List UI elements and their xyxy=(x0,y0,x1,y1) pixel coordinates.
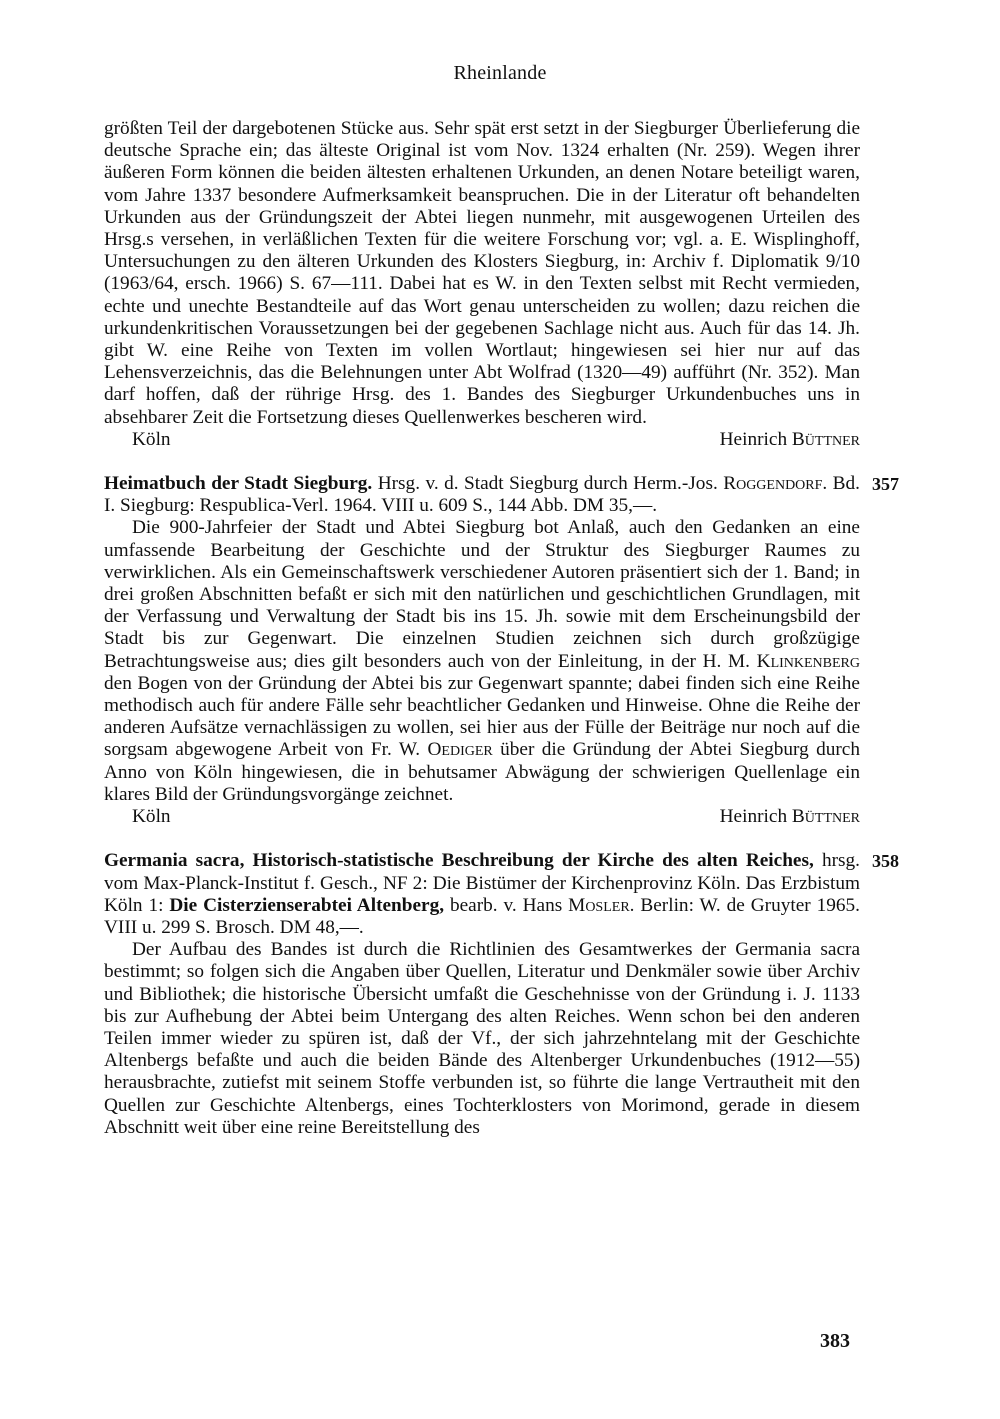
editor-name: Mosler xyxy=(568,894,630,916)
review-paragraph: Die 900-Jahrfeier der Stadt und Abtei Siegburg bot Anlaß, auch den Gedanken an eine umfassende Bearbeitung der Geschichte und der Struktur des Siegburger Raumes zu verwirklichen. Als ein Gemeinschaftswerk verschiedener Autoren präsentiert sich der 1. Band; in drei großen Abschnitten befaßt er sich mit den natürlichen und geschichtlichen Grundlagen, mit der Verfassung und Verwaltung der Stadt bis ins 15. Jh. sowie mit dem Erscheinungsbild der Stadt bis zur Gegenwart. Die einzelnen Studien zeichnen sich durch großzügige Betrachtungsweise aus; dies gilt besonders auch von der Einleitung, in der H. M. Klinkenberg den Bogen von der Gründung der Abtei bis zur Gegenwart spannte; dabei finden sich eine Reihe methodisch auch für andere Fälle sehr beachtlicher Gedanken und Hinweise. Ohne die Reihe der anderen Aufsätze vernachlässigen zu wollen, sei hier aus der Fülle der Beiträge nur noch auf die sorgsam abgewogene Arbeit von Fr. W. Oediger über die Gründung der Abtei Siegburg durch Anno von Köln hingewiesen, die in behutsamer Abwägung der schwierigen Quellenlage ein klares Bild der Gründungsvorgänge zeichnet. xyxy=(104,517,860,805)
person-name: Klinkenberg xyxy=(756,650,860,672)
entry-number: 358 xyxy=(872,851,899,872)
review-signature xyxy=(104,429,860,451)
review-paragraph: Der Aufbau des Bandes ist durch die Richtlinien des Gesamtwerkes der Germania sacra bestimmt; so folgen sich die Angaben über Quellen, Literatur und Denkmäler sowie über Archiv und Bibliothek; die historische Übersicht umfaßt die Geschehnisse von der Gründung i. J. 1133 bis zur Aufhebung der Abtei beim Untergang des alten Reiches. Wenn schon bei den anderen Teilen immer wieder zu spüren ist, daß der Vf., der sich jahrzehntelang mit der Geschichte Altenbergs befaßte und auch die beiden Bände des Altenberger Urkundenbuches (1912—55) herausbrachte, zutiefst mit seinem Stoffe verbunden ist, so führte die lange Vertrautheit mit den Quellen zur Geschichte Altenbergs, eines Tochterklosters von Morimond, gerade in diesem Abschnitt weit über eine reine Bereitstellung des xyxy=(104,939,860,1138)
entry-number: 357 xyxy=(872,474,899,495)
signature-author: Heinrich Büttner xyxy=(719,428,860,450)
person-name: Oediger xyxy=(427,739,493,761)
signature-place: Köln xyxy=(132,806,171,828)
entry-title: Heimatbuch der Stadt Siegburg. xyxy=(104,473,373,495)
review-signature xyxy=(104,806,860,828)
entry-citation: Heimatbuch der Stadt Siegburg. Hrsg. v. d. Stadt Siegburg durch Herm.-Jos. Roggendorf. Bd. I. Siegburg: Respublica-Verl. 1964. VIII u. 609 S., 144 Abb. DM 35,—. xyxy=(104,473,861,517)
signature-author: Heinrich Büttner xyxy=(719,806,860,828)
entry-citation: Germania sacra, Historisch-statistische Beschreibung der Kirche des alten Reiches, hrsg. vom Max-Planck-Institut f. Gesch., NF 2: Die Bistümer der Kirchenprovinz Köln. Das Erzbistum Köln 1: Die Cisterzienserabtei Altenberg, bearb. v. Hans Mosler. Berlin: W. de Gruyter 1965. VIII u. 299 S. Brosch. DM 48,—. xyxy=(104,850,860,938)
entry-subtitle: Die Cisterzienserabtei Altenberg, xyxy=(169,894,445,916)
entry-title: Germania sacra, Historisch-statistische Beschreibung der Kirche des alten Reiches, xyxy=(104,850,814,872)
editor-name: Roggendorf xyxy=(723,473,823,495)
running-title: Rheinlande xyxy=(453,62,547,84)
signature-place: Köln xyxy=(132,428,171,450)
bibliography-entry-358 xyxy=(104,850,899,1139)
text-column xyxy=(104,118,899,1139)
page-number: 383 xyxy=(820,1330,850,1352)
continuation-paragraph: größten Teil der dargebotenen Stücke aus. Sehr spät erst setzt in der Siegburger Überlieferung die deutsche Sprache ein; das älteste Original ist vom Nov. 1324 erhalten (Nr. 259). Wegen ihrer äußeren Form können die beiden ältesten erhaltenen Urkunden, an denen Notare beteiligt waren, vom Jahre 1337 besondere Aufmerksamkeit beanspruchen. Die in der Literatur oft behandelten Urkunden aus der Gründungszeit der Abtei liegen nunmehr, mit ausgewogenen Urteilen des Hrsg.s versehen, in verläßlichen Texten für die weitere Forschung vor; vgl. a. E. Wisplinghoff, Untersuchungen zu den älteren Urkunden des Klosters Siegburg, in: Archiv f. Diplomatik 9/10 (1963/64, ersch. 1966) S. 67—111. Dabei hat es W. in den Texten selbst mit Recht vermieden, echte und unechte Bestandteile auf das Wort genau unterscheiden zu wollen; dazu reichen die urkundenkritischen Voraussetzungen bei der gegebenen Sachlage nicht aus. Auch für das 14. Jh. gibt W. eine Reihe von Texten im vollen Wortlaut; hingewiesen sei hier nur auf das Lehensverzeichnis, das die Belehnungen unter Abt Wolfrad (1320—49) aufführt (Nr. 352). Man darf hoffen, daß der rührige Hrsg. des 1. Bandes des Siegburger Urkundenbuches uns in absehbarer Zeit die Fortsetzung dieses Quellenwerkes bescheren wird. xyxy=(104,118,860,428)
bibliography-entry-357 xyxy=(104,473,899,828)
